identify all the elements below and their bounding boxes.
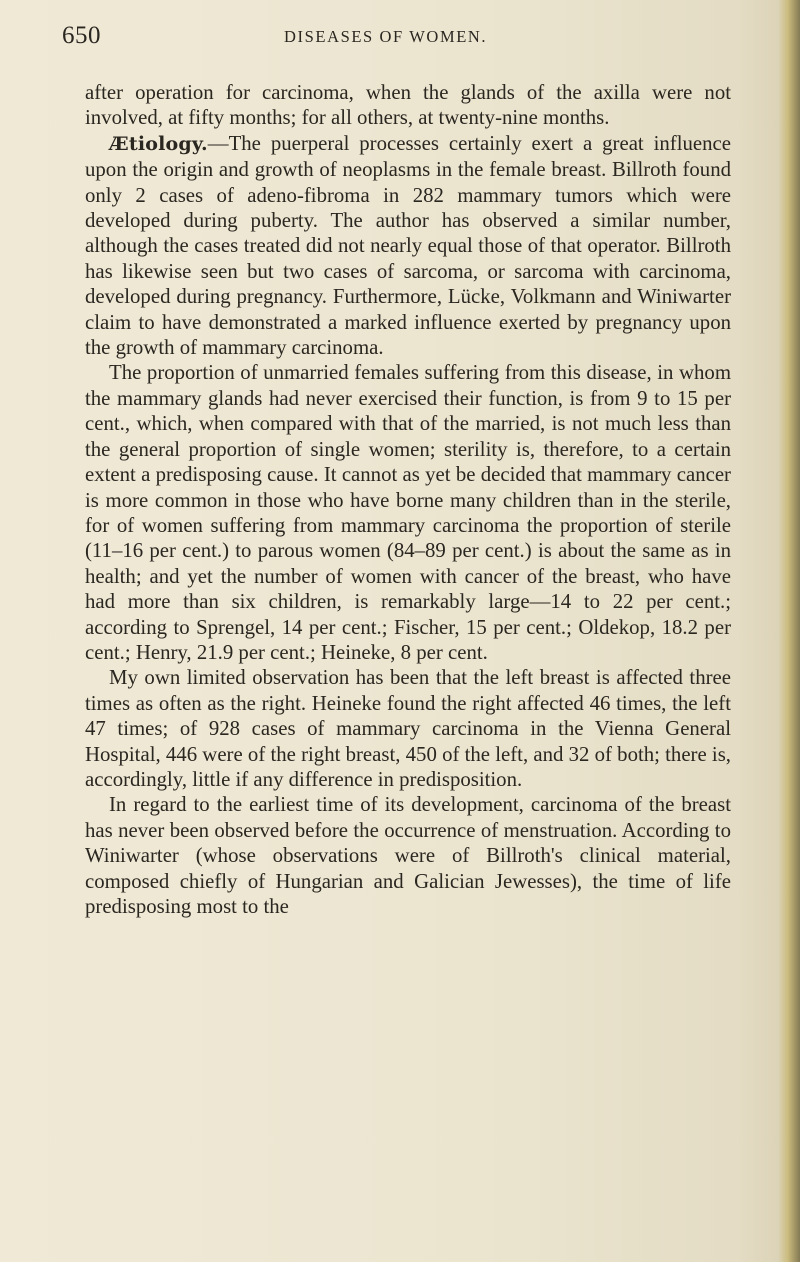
paragraph-etiology	[85, 131, 731, 361]
paragraph-continuation: after operation for carcinoma, when the glands of the axilla were not involved, at fifty months; for all others, at twenty-nine months.	[85, 81, 731, 130]
page-number: 650	[62, 22, 101, 49]
body-text	[85, 80, 731, 919]
etiology-text: —The puerperal processes certainly exert a great influence upon the origin and growth of neoplasms in the female breast. Billroth found only 2 cases of adeno-fibroma in 282 mammary tumors which were developed during puberty. The author has observed a similar number, although the cases treated did not nearly equal those of that operator. Billroth has likewise seen but two cases of sarcoma, or sarcoma with carcinoma, developed during pregnancy. Furthermore, Lücke, Volkmann and Winiwarter claim to have demonstrated a marked influence exerted by pregnancy upon the growth of mammary carcinoma.	[85, 131, 731, 360]
etiology-heading: Ætiology.	[109, 132, 208, 155]
paragraph-menstruation: In regard to the earliest time of its development, carcinoma of the breast has never been observed before the occurrence of menstruation. According to Winiwarter (whose observations were of Billroth's clinical material, composed chiefly of Hungarian and Galician Jewesses), the time of life predisposing most to the	[85, 793, 731, 918]
page-edge-shadow	[778, 0, 800, 1262]
running-head	[62, 18, 722, 54]
running-title: DISEASES OF WOMEN.	[284, 27, 488, 46]
paragraph-left-breast: My own limited observation has been that the left breast is affected three times as often as the right. Heineke found the right affected 46 times, the left 47 times; of 928 cases of mammary carcinoma in the Vienna General Hospital, 446 were of the right breast, 450 of the left, and 32 of both; there is, accordingly, little if any difference in predisposition.	[85, 666, 731, 791]
paragraph-unmarried: The proportion of unmarried females suffering from this disease, in whom the mammary glands had never exercised their function, is from 9 to 15 per cent., which, when compared with that of the married, is not much less than the general proportion of single women; sterility is, therefore, to a certain extent a predisposing cause. It cannot as yet be decided that mammary cancer is more common in those who have borne many children than in the sterile, for of women suffering from mammary carcinoma the proportion of sterile (11–16 per cent.) to parous women (84–89 per cent.) is about the same as in health; and yet the number of women with cancer of the breast, who have had more than six children, is remarkably large—14 to 22 per cent.; according to Sprengel, 14 per cent.; Fischer, 15 per cent.; Oldekop, 18.2 per cent.; Henry, 21.9 per cent.; Heineke, 8 per cent.	[85, 361, 731, 664]
